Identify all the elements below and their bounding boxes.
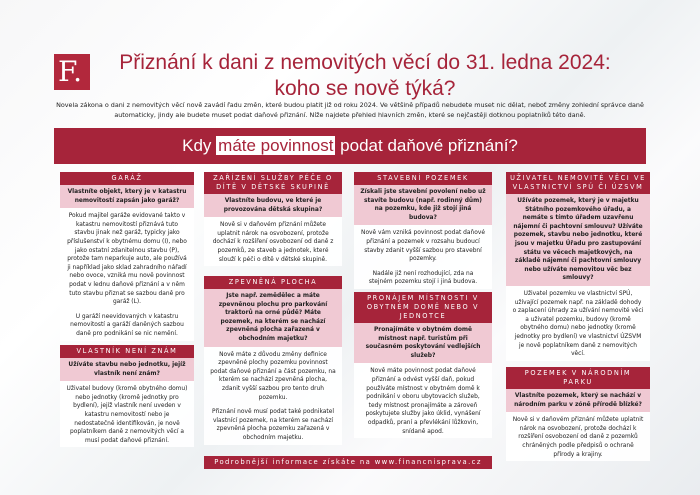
- section-question: Jste např. zemědělec a máte zpevněnou plochu pro parkování traktorů na orné půdě? Máte pozemek, na kterém se nachází zpevněná plocha zařazená v obchodním majetku?: [204, 289, 342, 347]
- section-text: U garáží neevidovaných v katastru nemovitostí a garáží daněných sazbou daně pro podnikání se nic nemění.: [70, 313, 184, 337]
- section-heading: ZPEVNĚNÁ PLOCHA: [204, 276, 342, 289]
- section-text: Nově máte povinnost podat daňové přiznání a odvést vyšší daň, pokud používáte místnost v obytném domě k podnikání v oboru ubytovacích služeb, tedy místnost pronajímáte a zároveň poskytujete služby jako úklid, vynášení odpadků, praní a převlékání lůžkovin, snídaně apod.: [365, 368, 481, 435]
- section-heading: ZAŘÍZENÍ SLUŽBY PÉČE O DÍTĚ V DĚTSKÉ SKUPINĚ: [204, 172, 342, 194]
- intro-text: Novela zákona o dani z nemovitých věcí nově zavádí řadu změn, které budou platit již od roku 2024. Ve většině případů nebudete muset nic dělat, neboť změny zohlední správce daně automaticky, jindy ale budete muset podat daňové přiznání. Níže najdete přehled hlavních změn, které se nejčastěji dotknou poplatníků této daně.: [56, 101, 644, 119]
- title-line-2: koho se nově týká?: [274, 77, 456, 100]
- section-plocha: [204, 276, 342, 445]
- section-uzivatel: [506, 172, 650, 361]
- section-heading: PRONÁJEM MÍSTNOSTI V OBYTNÉM DOMĚ NEBO V JEDNOTCE: [354, 292, 492, 323]
- banner-highlight: máte povinnost: [218, 136, 334, 155]
- banner-before: Kdy: [182, 136, 217, 155]
- section-text: Uživatel budovy (kromě obytného domu) nebo jednotky (kromě jednotky pro bydlení), jejíž vlastník není uveden v katastru nemovitostí nebo je nedostatečně identifikován, je nově poplatníkem daně z nemovitých věcí a musí podat daňové přiznání.: [66, 386, 188, 444]
- section-text: Nově máte z důvodu změny definice zpevněné plochy pozemku povinnost podat daňové přiznání a část pozemku, na kterém se nachází zpevněná plocha, zdanit vyšší sazbou pro tento druh pozemku.: [210, 351, 336, 401]
- banner-after: podat daňové přiznání?: [335, 136, 518, 155]
- section-heading: POZEMEK V NÁRODNÍM PARKU: [506, 367, 650, 389]
- section-question: Vlastníte objekt, který je v katastru nemovitostí zapsán jako garáž?: [60, 185, 194, 208]
- section-text: Přiznání nově musí podat také podnikatel vlastnící pozemek, na kterém se nachází zpevněná plocha pozemku zařazená v obchodním majetku.: [212, 409, 334, 441]
- logo-icon: F.: [54, 54, 90, 90]
- section-text: Nadále již není rozhodující, zda na stejném pozemku stojí i jiná budova.: [368, 270, 478, 286]
- section-question: Užíváte pozemek, který je v majetku Státního pozemkového úřadu, a nemáte s tímto úřadem uzavřenu nájemní či pachtovní smlouvu? Užíváte pozemek, stavbu nebo jednotku, které jsou v majetku Úřadu pro zastupování státu ve věcech majetkových, na základě nájemní či pachtovní smlouvy nebo užíváte nemovitou věc bez smlouvy?: [506, 194, 650, 286]
- section-text: Pokud majitel garáže evidované takto v katastru nemovitostí přiznává tuto stavbu jinak než garáž, typicky jako příslušenství k obytnému domu (I), nebo jako ostatní zdanitelnou stavbu (P), protože tam neparkuje auto, ale používá ji například jako sklad zahradního nářadí nebo ovoce, vzniká mu nově povinnost podat v lednu daňové přiznání a v něm tuto stavbu přiznat se sazbou daně pro garáž (L).: [67, 213, 187, 306]
- section-text: Uživatel pozemku ve vlastnictví SPÚ, užívající pozemek např. na základě dohody o zaplacení úhrady za užívání nemovité věci a uživatel pozemku, budovy (kromě obytného domu) nebo jednotky (kromě jednotky pro bydlení) ve vlastnictví ÚZSVM je nově poplatníkem daně z nemovitých věcí.: [512, 290, 644, 358]
- section-question: Získali jste stavební povolení nebo už stavíte budovu (např. rodinný dům) na pozemku, kde již stojí jiná budova?: [354, 185, 492, 225]
- section-text: Nově si v daňovém přiznání můžete uplatnit nárok na osvobození, protože dochází k rozšíření osvobození od daně z pozemků, ze staveb a jednotek, které slouží k péči o dítě v dětské skupině.: [212, 222, 334, 263]
- section-vlastnik: [60, 345, 194, 447]
- section-pronajem: [354, 292, 492, 438]
- title-line-1: Přiznání k dani z nemovitých věcí do 31. ledna 2024:: [119, 51, 611, 74]
- section-question: Užíváte stavbu nebo jednotku, jejíž vlastník není znám?: [60, 358, 194, 381]
- section-question: Vlastníte pozemek, který se nachází v národním parku v zóně přírodě blízké?: [506, 389, 650, 412]
- page-title: [95, 50, 635, 102]
- section-stavebni: [354, 172, 492, 289]
- section-heading: UŽIVATEL NEMOVITÉ VĚCI VE VLASTNICTVÍ SPÚ ČI ÚZSVM: [506, 172, 650, 194]
- question-banner: [54, 128, 646, 164]
- section-text: Nově si v daňovém přiznání můžete uplatnit nárok na osvobození, protože dochází k rozšíření osvobození od daně z pozemků chráněných podle předpisů o ochraně přírody a krajiny.: [512, 417, 644, 458]
- section-heading: VLASTNÍK NENÍ ZNÁM: [60, 345, 194, 358]
- section-garaz: [60, 172, 194, 341]
- section-heading: GARÁŽ: [60, 172, 194, 185]
- section-heading: STAVEBNÍ POZEMEK: [354, 172, 492, 185]
- section-text: Nově vám vzniká povinnost podat daňové přiznání a pozemek v rozsahu budoucí stavby zdanit vyšší sazbou pro stavební pozemky.: [361, 230, 485, 263]
- section-question: Vlastníte budovu, ve které je provozována dětská skupina?: [204, 194, 342, 217]
- section-pece: [204, 172, 342, 266]
- footer-link[interactable]: Podrobnější informace získáte na www.financnisprava.cz: [204, 456, 492, 469]
- section-park: [506, 367, 650, 461]
- section-question: Pronajímáte v obytném domě místnost např. turistům při současném poskytování vedlejších služeb?: [354, 323, 492, 363]
